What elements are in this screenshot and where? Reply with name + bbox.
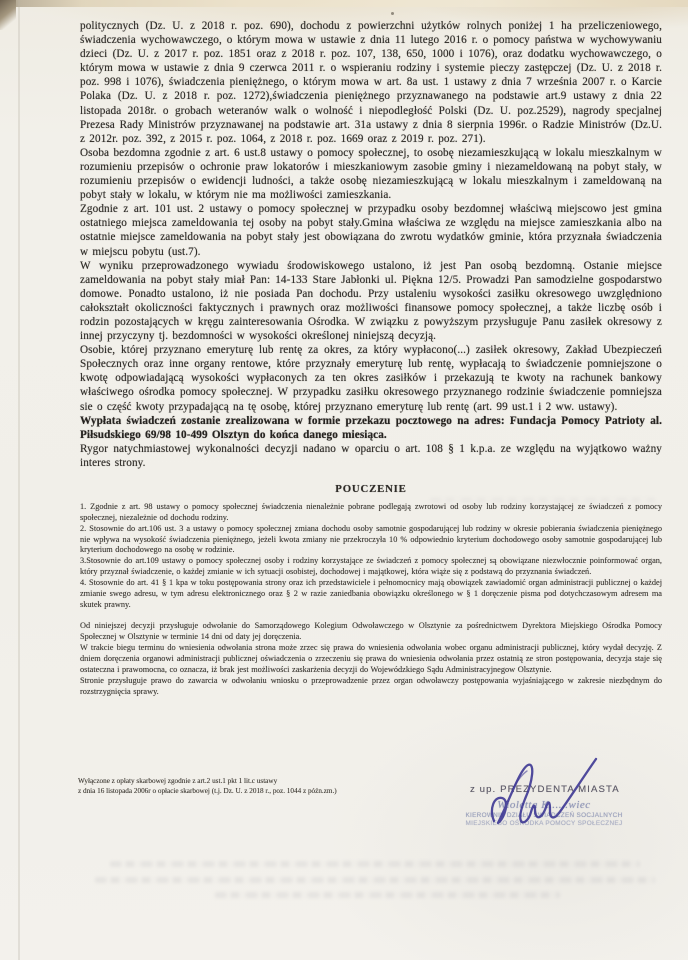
handwritten-signature bbox=[484, 757, 599, 835]
scan-corner-shadow bbox=[0, 0, 16, 30]
pouczenie-item-4: 4. Stosownie do art. 41 § 1 kpa w toku postępowania strony oraz ich przedstawiciele i pełnomocnicy mają obowiązek zawiadomić organ administracji publicznej o każdej zmianie swego adresu, w tym adresu elektronicznego oraz § 2 w razie zaniedbania obowiązku określonego w § 1 doręczenie pisma pod dotychczasowym adresem ma skutek prawny. bbox=[80, 577, 662, 609]
pouczenie-heading: POUCZENIE bbox=[335, 483, 407, 495]
body-paragraph-jurisdiction: Zgodnie z art. 101 ust. 2 ustawy o pomocy społecznej w przypadku osoby bezdomnej właściwą miejscowo jest gmina ostatniego miejsca zameldowania tej osoby na pobyt stały.Gmina właściwa ze względu na miejsce zamieszkania albo na ostatnie miejsce zameldowania na pobyt stały jest obowiązana do zwrotu wydatków gminie, która przyznała świadczenia w miejscu pobytu (ust.7). bbox=[80, 203, 662, 258]
scan-left-fold-line bbox=[18, 0, 20, 960]
appeal-paragraph-1: Od niniejszej decyzji przysługuje odwołanie do Samorządowego Kolegium Odwoławczego w Olsztynie za pośrednictwem Dyrektora Miejskiego Ośrodka Pomocy Społecznej w Olsztynie w terminie 14 dni od daty jej doręczenia. bbox=[80, 621, 662, 642]
scan-top-edge-artifact bbox=[0, 0, 688, 7]
bleedthrough-artifact bbox=[110, 861, 640, 867]
pouczenie-item-2: 2. Stosownie do art.106 ust. 3 a ustawy o pomocy społecznej zmiana dochodu osoby samotnie gospodarującej lub rodziny w okresie pobierania świadczenia pieniężnego nie wpływa na wysokość świadczenia pieniężnego, jeżeli kwota zmiany nie przekroczyła 10 % odpowiednio kryterium dochodowego osoby samotnie gospodarującej lub kryterium dochodowego na osobę w rodzinie. bbox=[80, 523, 662, 555]
authorization-line: z up. PREZYDENTA MIASTA bbox=[470, 784, 620, 795]
body-paragraph-findings: W wyniku przeprowadzonego wywiadu środowiskowego ustalono, iż jest Pan osobą bezdomną. Ostanie miejsce zameldowania na pobyt stały miał Pan: 14-133 Stare Jabłonki ul. Piękna 12/5. Prowadzi Pan samodzielne gospodarstwo domowe. Ponadto ustalono, iż nie posiada Pan dochodu. Przy ustaleniu wysokości zasiłku okresowego uwzględniono całokształt okoliczności faktycznych i prawnych oraz możliwości finansowe pomocy społecznej, a także liczbę osób i rodzin pozostających w kręgu zainteresowania Ośrodka. W związku z powyższym przysługuje Panu zasiłek okresowy z innej przyczyny tj. bezdomności w wysokości określonej niniejszą decyzją. bbox=[80, 259, 662, 343]
appeal-paragraph-3: Stronie przysługuje prawo do zawarcia w odwołaniu wniosku o przeprowadzenie przez organ odwoławczy postępowania wyjaśniającego w zakresie niezbędnym do rozstrzygnięcia sprawy. bbox=[80, 675, 662, 696]
decision-text-column bbox=[80, 19, 662, 697]
body-paragraph-legal-continuation: politycznych (Dz. U. z 2018 r. poz. 690), dochodu z powierzchni użytków rolnych poniżej 1 ha przeliczeniowego, świadczenia wychowawczego, o którym mowa w ustawie z dnia 11 lutego 2016 r. o pomocy państwa w wychowywaniu dzieci (Dz. U. z 2017 r. poz. 1851 oraz z 2018 r. poz. 107, 138, 650, 1000 i 1076), oraz dodatku wychowawczego, o którym mowa w ustawie z dnia 9 czerwca 2011 r. o wspieraniu rodziny i systemie pieczy zastępczej (Dz. U. z 2018 r. poz. 998 i 1076), świadczenia pieniężnego, o którym mowa w art. 8a ust. 1 ustawy z dnia 7 września 2007 r. o Karcie Polaka (Dz. U. z 2018 r. poz. 1272),świadczenia pieniężnego przyznawanego na podstawie art.9 ustawy z dnia 22 listopada 2018r. o grobach weteranów walk o wolność i niepodległość Polski (Dz. U. poz.2529), nagrody specjalnej Prezesa Rady Ministrów przyznawanej na podstawie art. 31a ustawy z dnia 8 sierpnia 1996r. o Radzie Ministrów (Dz.U. z 2012r. poz. 392, z 2015 r. poz. 1064, z 2018 r. poz. 1669 oraz z 2019 r. poz. 271). bbox=[80, 20, 662, 145]
body-paragraph-immediate-enforceability: Rygor natychmiastowej wykonalności decyzji nadano w oparciu o art. 108 § 1 k.p.a. ze względu na wyjątkowo ważny interes strony. bbox=[80, 442, 662, 469]
appeal-paragraph-2: W trakcie biegu terminu do wniesienia odwołania strona może zrzec się prawa do wniesienia odwołania wobec organu administracji publicznej, który wydał decyzję. Z dniem doręczenia organowi administracji publicznej oświadczenia o zrzeczeniu się prawa do wniesienia odwołania przez ostatnią ze stron postępowania, decyzja staje się ostateczna i prawomocna, co oznacza, iż brak jest możliwości zaskarżenia decyzji do Wojewódzkiego Sądu Administracyjnegow Olsztynie. bbox=[80, 643, 662, 674]
body-paragraph-homeless-definition: Osoba bezdomna zgodnie z art. 6 ust.8 ustawy o pomocy społecznej, to osobę niezamieszkującą w lokalu mieszkalnym w rozumieniu przepisów o ochronie praw lokatorów i mieszkaniowym zasobie gminy i niezameldowaną na pobyt stały, w rozumieniu przepisów o ewidencji ludności, a także osobę niezamieszkującą w lokalu mieszkalnym i zameldowaną na pobyt stały w lokalu, w którym nie ma możliwości zamieszkania. bbox=[80, 146, 662, 202]
stamp-duty-exemption-footnote bbox=[78, 777, 408, 796]
signer-name-stamp: Wioletta K......wiec bbox=[497, 799, 591, 811]
signer-title-stamp-line2: MIEJSKIEGO OŚRODKA POMOCY SPOŁECZNEJ bbox=[465, 820, 623, 827]
bleedthrough-artifact bbox=[95, 877, 655, 883]
signer-title-stamp-line1: KIEROWNIK DZIAŁU ŚWIADCZEŃ SOCJALNYCH bbox=[465, 812, 623, 819]
pouczenie-item-3: 3.Stosownie do art.109 ustawy o pomocy społecznej osoby i rodziny korzystające ze świadczeń z pomocy społecznej są obowiązane niezwłocznie poinformować organ, który przyznał świadczenie, o każdej zmianie w ich sytuacji osobistej, dochodowej i majątkowej, która wiąże się z podstawą do przyznania świadczeń. bbox=[80, 556, 662, 577]
decision-body bbox=[80, 19, 662, 470]
footnote-line-2: z dnia 16 listopada 2006r o opłacie skarbowej (t.j. Dz. U. z 2018 r., poz. 1044 z późn.zm.) bbox=[78, 786, 337, 795]
pouczenie-section bbox=[80, 502, 662, 697]
bleedthrough-artifact bbox=[215, 892, 560, 898]
bleedthrough-artifact bbox=[430, 497, 655, 503]
body-paragraph-pension-offset: Osobie, której przyznano emeryturę lub rentę za okres, za który wypłacono(...) zasiłek okresowy, Zakład Ubezpieczeń Społecznych oraz inne organy rentowe, które przyznały emeryturę lub rentę, wypłacają to świadczenie pomniejszone o kwotę odpowiadającą wysokości wypłaconych za ten okres zasiłków i przekazują te kwoty na rachunek bankowy właściwego ośrodka pomocy społecznej. W przypadku zasiłku okresowego przyznanego rodzinie świadczenie pomniejsza sie o część kwoty przypadającą na tę osobę, której przyznano emeryturę lub rentę (art. 99 ust.1 i 2 ww. ustawy). bbox=[80, 344, 662, 413]
pouczenie-item-1: 1. Zgodnie z art. 98 ustawy o pomocy społecznej świadczenia nienależnie pobrane podlegają zwrotowi od osoby lub rodziny korzystającej ze świadczeń z pomocy społecznej, niezależnie od dochodu rodziny. bbox=[80, 502, 662, 522]
footnote-line-1: Wyłączone z opłaty skarbowej zgodnie z art.2 ust.1 pkt 1 lit.c ustawy bbox=[78, 777, 278, 785]
body-paragraph-payment-method: Wypłata świadczeń zostanie zrealizowana w formie przekazu pocztowego na adres: Fundacja Pomocy Patrioty al. Piłsudskiego 69/98 10-499 Olsztyn do końca danego miesiąca. bbox=[80, 414, 662, 441]
scan-speck-artifact bbox=[391, 12, 394, 15]
